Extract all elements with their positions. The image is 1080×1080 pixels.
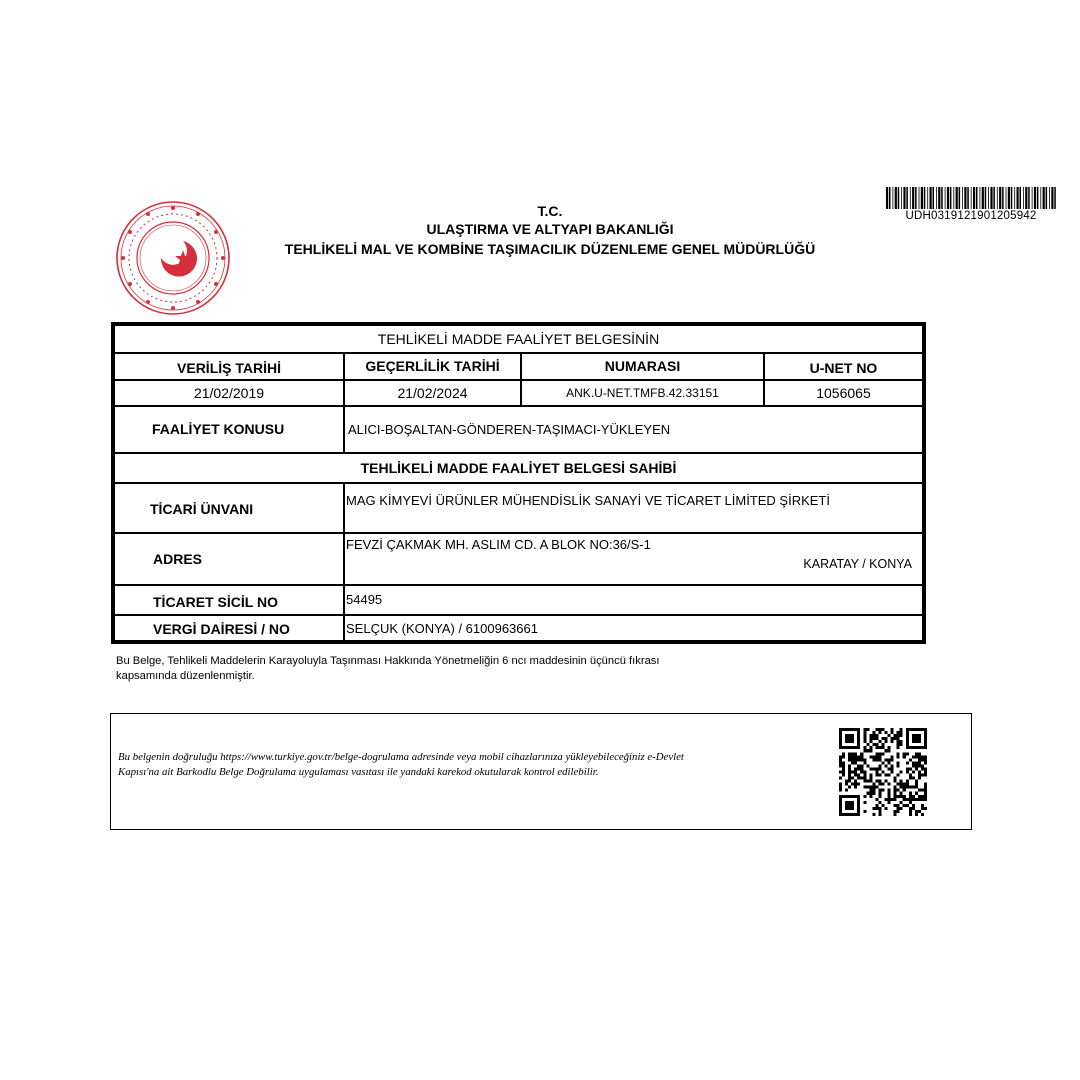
regulation-note-line1: Bu Belge, Tehlikeli Maddelerin Karayoluyla Taşınması Hakkında Yönetmeliğin 6 ncı maddesinin üçüncü fıkrası	[116, 655, 660, 667]
owner-section-title: TEHLİKELİ MADDE FAALİYET BELGESİ SAHİBİ	[360, 460, 677, 476]
certificate-number-value: ANK.U-NET.TMFB.42.33151	[566, 386, 719, 400]
regulation-note	[116, 654, 776, 684]
verification-text	[118, 750, 808, 780]
number-header: NUMARASI	[604, 358, 681, 374]
issue-date-header: VERİLİŞ TARİHİ	[177, 360, 281, 376]
issue-date-value: 21/02/2019	[193, 385, 265, 401]
header-tc: T.C.	[537, 203, 563, 219]
tax-value: SELÇUK (KONYA) / 6100963661	[346, 620, 538, 636]
ministry-name: ULAŞTIRMA VE ALTYAPI BAKANLIĞI	[426, 221, 674, 237]
address-label: ADRES	[153, 551, 203, 567]
unet-no-value: 1056065	[816, 385, 871, 401]
trade-name-value: MAG KİMYEVİ ÜRÜNLER MÜHENDİSLİK SANAYİ VE TİCARET LİMİTED ŞİRKETİ	[346, 492, 830, 508]
address-line2: KARATAY / KONYA	[803, 557, 912, 571]
activity-value: ALICI-BOŞALTAN-GÖNDEREN-TAŞIMACI-YÜKLEYEN	[348, 421, 671, 437]
ministry-seal-icon	[113, 200, 233, 316]
valid-date-value: 21/02/2024	[397, 385, 468, 401]
directorate-name: TEHLİKELİ MAL VE KOMBİNE TAŞIMACILIK DÜZENLEME GENEL MÜDÜRLÜĞÜ	[284, 241, 816, 257]
registry-label: TİCARET SİCİL NO	[153, 594, 278, 610]
barcode-number: UDH0319121901205942	[905, 210, 1037, 222]
trade-name-label: TİCARİ ÜNVANI	[150, 501, 254, 517]
qr-code-icon	[839, 728, 927, 816]
regulation-note-line2: kapsamında düzenlenmiştir.	[116, 670, 255, 682]
address-line1: FEVZİ ÇAKMAK MH. ASLIM CD. A BLOK NO:36/S-1	[346, 536, 651, 552]
certificate-title: TEHLİKELİ MADDE FAALİYET BELGESİNİN	[377, 331, 660, 347]
activity-label: FAALİYET KONUSU	[152, 421, 285, 437]
tax-label: VERGİ DAİRESİ / NO	[153, 621, 290, 637]
verification-line2: Kapısı'na ait Barkodlu Belge Doğrulama uygulaması vasıtası ile yandaki karekod okutularak kontrol edilebilir.	[118, 766, 599, 778]
barcode-icon	[886, 187, 1056, 209]
verification-line1: Bu belgenin doğruluğu https://www.turkiye.gov.tr/belge-dogrulama adresinde veya mobil cihazlarınıza yükleyebileceğiniz e-Devlet	[118, 751, 684, 763]
registry-value: 54495	[346, 591, 383, 607]
valid-date-header: GEÇERLİLİK TARİHİ	[365, 358, 500, 374]
unet-header: U-NET NO	[809, 360, 878, 376]
